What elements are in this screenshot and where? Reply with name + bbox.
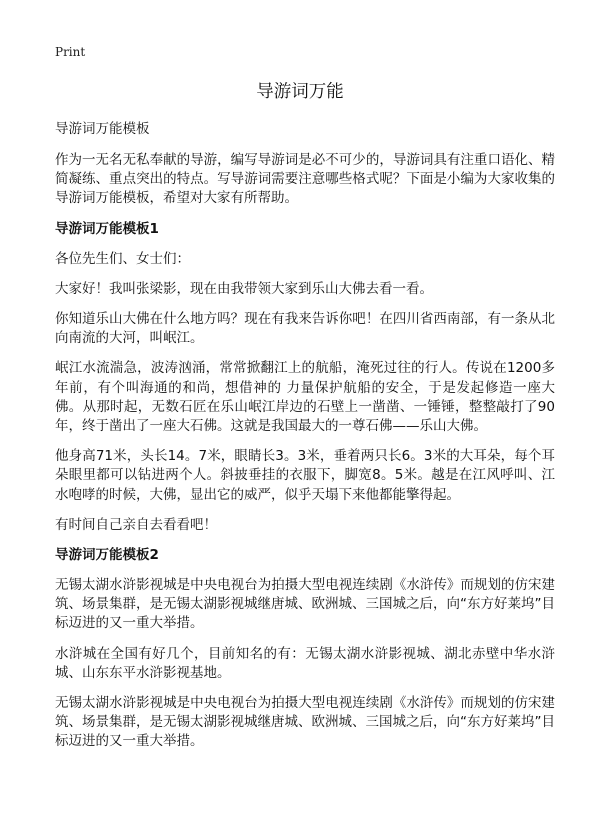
section-1-paragraph-3: 你知道乐山大佛在什么地方吗？现在有我来告诉你吧！在四川省西南部，有一条从北向南流的大河，叫岷江。 bbox=[55, 311, 555, 347]
section-1-paragraph-2: 大家好！我叫张梁影，现在由我带领大家到乐山大佛去看一看。 bbox=[55, 280, 433, 297]
document-subtitle: 导游词万能模板 bbox=[55, 121, 150, 137]
section-2-paragraph-3: 无锡太湖水浒影视城是中央电视台为拍摄大型电视连续剧《水浒传》而规划的仿宋建筑、场景集群，是无锡太湖影视城继唐城、欧洲城、三国城之后，向“东方好莱坞”目标迈进的又一重大举措。 bbox=[55, 695, 555, 750]
section-2-paragraph-2: 水浒城在全国有好几个，目前知名的有：无锡太湖水浒影视城、湖北赤壁中华水浒城、山东东平水浒影视基地。 bbox=[55, 645, 555, 681]
section-heading-2: 导游词万能模板2 bbox=[55, 547, 159, 564]
section-1-paragraph-1: 各位先生们、女士们： bbox=[55, 250, 190, 267]
section-2-paragraph-1: 无锡太湖水浒影视城是中央电视台为拍摄大型电视连续剧《水浒传》而规划的仿宋建筑、场景集群，是无锡太湖影视城继唐城、欧洲城、三国城之后，向“东方好莱坞”目标迈进的又一重大举措。 bbox=[55, 577, 555, 632]
print-link[interactable]: Print bbox=[55, 45, 86, 59]
section-1-paragraph-5: 他身高71米，头长14。7米，眼睛长3。3米，垂着两只长6。3米的大耳朵，每个耳朵眼里都可以钻进两个人。斜披垂挂的衣服下，脚宽8。5米。越是在江风呼叫、江水咆哮的时候，大佛，显出它的威严，似乎天塌下来他都能擎得起。 bbox=[55, 448, 555, 503]
page-title: 导游词万能 bbox=[256, 82, 344, 102]
section-1-paragraph-6: 有时间自己亲自去看看吧！ bbox=[55, 516, 217, 533]
document-body bbox=[55, 120, 555, 763]
section-heading-1: 导游词万能模板1 bbox=[55, 220, 159, 237]
section-1-paragraph-4: 岷江水流湍急，波涛汹涌，常常掀翻江上的航船，淹死过往的行人。传说在1200多年前，有个叫海通的和尚，想借神的 力量保护航船的安全，于是发起修造一座大佛。从那时起，无数石匠在乐山岷江岸边的石壁上一凿凿、一锤锤，整整敲打了90年，终于凿出了一座大石佛。这就是我国最大的一尊石佛——乐山大佛。 bbox=[55, 360, 555, 435]
intro-paragraph: 作为一无名无私奉献的导游，编写导游词是必不可少的，导游词具有注重口语化、精简凝练、重点突出的特点。写导游词需要注意哪些格式呢？下面是小编为大家收集的导游词万能模板，希望对大家有所帮助。 bbox=[55, 152, 555, 207]
